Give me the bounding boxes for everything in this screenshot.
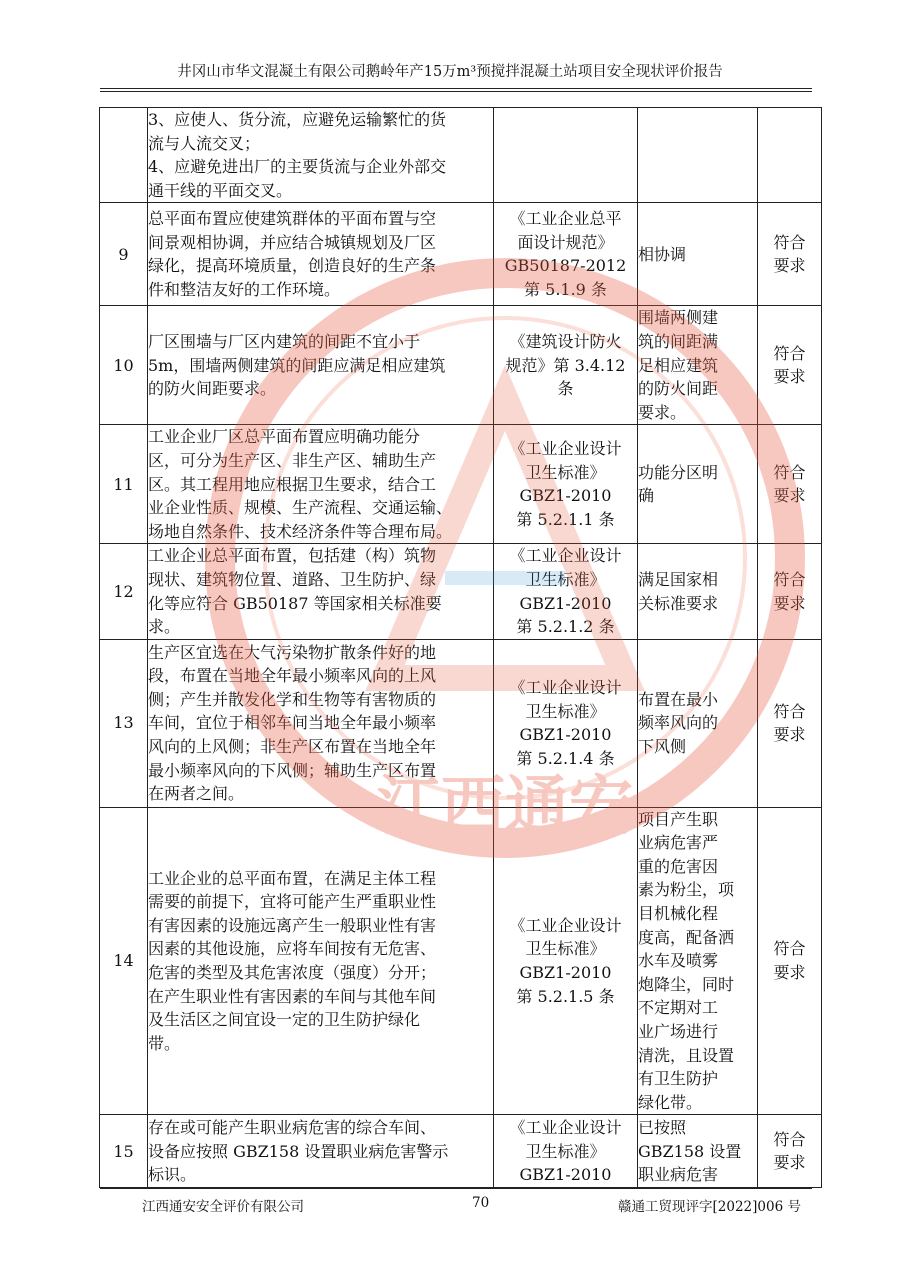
requirement-cell-line: 危害的类型及其危害浓度（强度）分开；: [148, 963, 437, 983]
requirement-cell-line: 3、应使人、货分流，应避免运输繁忙的货: [148, 110, 447, 129]
requirement-cell-line: 绿化，提高环境质量，创造良好的生产条: [148, 256, 437, 276]
requirement-cell-line: 区，可分为生产区、非生产区、辅助生产: [148, 450, 437, 470]
requirement-cell-line: 求。: [148, 617, 181, 637]
evaluation-table: [99, 107, 822, 1188]
table-row: [100, 544, 822, 639]
requirement-cell-line: 业企业性质、规模、生产流程、交通运输、: [148, 498, 453, 518]
requirement-cell-line: 有害因素的设施远离产生一般职业性有害: [148, 915, 437, 935]
table-row: [100, 203, 822, 306]
requirement-cell-line: 间景观相协调，并应结合城镇规划及厂区: [148, 232, 437, 252]
basis-cell-line: 《建筑设计防火: [509, 331, 622, 351]
requirement-cell: [148, 425, 494, 544]
status-cell-line: 清洗，且设置: [638, 1045, 735, 1065]
row-number: 11: [100, 425, 148, 544]
basis-cell: [494, 203, 638, 306]
basis-cell-line: 第 5.1.9 条: [524, 279, 607, 299]
result-cell-line: 要求: [773, 1153, 806, 1173]
status-cell: [638, 639, 758, 807]
requirement-cell-line: 件和整洁友好的工作环境。: [148, 279, 341, 299]
result-cell: [758, 544, 822, 639]
result-cell-line: 符合: [773, 1129, 806, 1149]
result-cell-line: 要求: [773, 256, 806, 276]
basis-cell-line: 第 5.2.1.4 条: [516, 748, 615, 768]
status-cell: [638, 544, 758, 639]
basis-cell: [494, 807, 638, 1115]
requirement-cell-line: 在两者之间。: [148, 784, 245, 804]
row-number: 14: [100, 807, 148, 1115]
basis-cell-line: 卫生标准》: [525, 701, 606, 721]
status-cell-line: 重的危害因: [638, 856, 719, 876]
row-number: 10: [100, 306, 148, 425]
requirement-cell-line: 化等应符合 GB50187 等国家相关标准要: [148, 593, 442, 613]
status-cell-line: 度高，配备洒: [638, 927, 735, 947]
status-cell-line: 足相应建筑: [638, 355, 719, 375]
requirement-cell-line: 及生活区之间宜设一定的卫生防护绿化: [148, 1010, 421, 1030]
requirement-cell: [148, 639, 494, 807]
basis-cell-line: GBZ1-2010: [519, 1165, 612, 1185]
requirement-cell-line: 标识。: [148, 1165, 197, 1185]
row-number: 9: [100, 203, 148, 306]
result-cell-line: 要求: [773, 963, 806, 983]
status-cell-line: 筑的间距满: [638, 331, 719, 351]
status-cell-line: 素为粉尘，项: [638, 880, 735, 900]
status-cell-line: GBZ158 设置: [638, 1141, 742, 1161]
status-cell-line: 水车及喷雾: [638, 951, 719, 971]
requirement-cell-line: 最小频率风向的下风侧；辅助生产区布置: [148, 760, 437, 780]
requirement-cell-line: 车间，宜位于相邻车间当地全年最小频率: [148, 713, 437, 733]
table-row: [100, 1115, 822, 1188]
basis-cell-line: 卫生标准》: [525, 462, 606, 482]
basis-cell: [494, 639, 638, 807]
page-header: [100, 62, 800, 86]
requirement-cell-line: 厂区围墙与厂区内建筑的间距不宜小于: [148, 331, 421, 351]
requirement-cell-line: 现状、建筑物位置、道路、卫生防护、绿: [148, 569, 437, 589]
requirement-cell-line: 工业企业的总平面布置，在满足主体工程: [148, 868, 437, 888]
header-rule: [100, 88, 812, 89]
basis-cell-line: 卫生标准》: [525, 1141, 606, 1161]
table-row: [100, 425, 822, 544]
status-cell-line: 业广场进行: [638, 1022, 719, 1042]
requirement-cell: [148, 807, 494, 1115]
basis-cell-line: 《工业企业设计: [509, 1118, 622, 1138]
basis-cell: [494, 306, 638, 425]
report-number: 赣通工贸现评字[2022]006 号: [618, 1199, 801, 1215]
status-cell: [638, 306, 758, 425]
requirement-cell-line: 工业企业总平面布置，包括建（构）筑物: [148, 546, 437, 566]
basis-cell-line: 面设计规范》: [517, 232, 614, 252]
basis-cell-line: 卫生标准》: [525, 939, 606, 959]
result-cell: [758, 203, 822, 306]
status-cell-line: 下风侧: [638, 736, 687, 756]
watermark-text: 江西通安: [377, 770, 633, 844]
result-cell-line: 符合: [773, 939, 806, 959]
requirement-cell-line: 5m，围墙两侧建筑的间距应满足相应建筑: [148, 355, 446, 375]
status-cell-line: 的防火间距: [638, 379, 719, 399]
requirement-cell: [148, 108, 494, 203]
footer-rule: [100, 1188, 812, 1189]
basis-cell-line: 第 5.2.1.2 条: [516, 617, 615, 637]
status-cell-line: 职业病危害: [638, 1165, 719, 1185]
report-title: 井冈山市华文混凝土有限公司鹅岭年产15万m³预搅拌混凝土站项目安全现状评价报告: [177, 64, 723, 80]
status-cell: [638, 425, 758, 544]
result-cell-line: 符合: [773, 462, 806, 482]
requirement-cell: [148, 203, 494, 306]
requirement-cell-line: 风向的上风侧；非生产区布置在当地全年: [148, 736, 437, 756]
requirement-cell-line: 总平面布置应使建筑群体的平面布置与空: [148, 209, 437, 229]
status-cell-line: 不定期对工: [638, 998, 719, 1018]
requirement-cell-line: 段，布置在当地全年最小频率风向的上风: [148, 666, 437, 686]
basis-cell: [494, 108, 638, 203]
status-cell-line: 要求。: [638, 402, 687, 422]
status-cell-line: 绿化带。: [638, 1092, 703, 1112]
status-cell-line: 目机械化程: [638, 904, 719, 924]
basis-cell-line: 规范》第 3.4.12: [505, 355, 626, 375]
requirement-cell-line: 区。其工程用地应根据卫生要求，结合工: [148, 474, 437, 494]
result-cell: [758, 1115, 822, 1188]
basis-cell-line: 《工业企业设计: [509, 678, 622, 697]
status-cell-line: 有卫生防护: [638, 1069, 719, 1089]
requirement-cell-line: 需要的前提下，宜将可能产生严重职业性: [148, 892, 437, 912]
table-row: [100, 108, 822, 203]
status-cell-line: 项目产生职: [638, 809, 719, 829]
row-number: [100, 108, 148, 203]
requirement-cell-line: 场地自然条件、技术经济条件等合理布局。: [148, 521, 453, 541]
result-cell-line: 要求: [773, 486, 806, 506]
evaluation-table-body: [100, 108, 822, 1188]
result-cell-line: 要求: [773, 593, 806, 613]
status-cell-line: 功能分区明: [638, 462, 719, 482]
status-cell: [638, 807, 758, 1115]
status-cell: [638, 1115, 758, 1188]
row-number: 13: [100, 639, 148, 807]
basis-cell-line: 《工业企业总平: [509, 209, 622, 229]
status-cell: [638, 108, 758, 203]
basis-cell-line: GBZ1-2010: [519, 725, 612, 745]
result-cell: [758, 807, 822, 1115]
basis-cell-line: 《工业企业设计: [509, 546, 622, 566]
requirement-cell-line: 工业企业厂区总平面布置应明确功能分: [148, 427, 421, 447]
basis-cell-line: 《工业企业设计: [509, 915, 622, 935]
result-cell: [758, 306, 822, 425]
requirement-cell-line: 存在或可能产生职业病危害的综合车间、: [148, 1118, 437, 1138]
result-cell-line: 要求: [773, 367, 806, 387]
requirement-cell-line: 侧；产生并散发化学和生物等有害物质的: [148, 689, 437, 709]
status-cell-line: 满足国家相: [638, 569, 719, 589]
status-cell-line: 炮降尘，同时: [638, 974, 735, 994]
row-number: 15: [100, 1115, 148, 1188]
status-cell-line: 确: [638, 486, 655, 506]
status-cell-line: 频率风向的: [638, 713, 719, 733]
basis-cell-line: 第 5.2.1.5 条: [516, 986, 615, 1006]
status-cell-line: 业病危害严: [638, 833, 719, 853]
basis-cell: [494, 544, 638, 639]
requirement-cell-line: 的防火间距要求。: [148, 379, 277, 399]
basis-cell: [494, 425, 638, 544]
result-cell: [758, 425, 822, 544]
requirement-cell: [148, 306, 494, 425]
table-row: [100, 807, 822, 1115]
basis-cell: [494, 1115, 638, 1188]
footer-company: 江西通安安全评价有限公司: [142, 1199, 304, 1215]
basis-cell-line: GBZ1-2010: [519, 593, 612, 613]
requirement-cell-line: 生产区宜选在大气污染物扩散条件好的地: [148, 642, 437, 662]
basis-cell-line: 条: [557, 379, 574, 399]
table-row: [100, 306, 822, 425]
basis-cell-line: 卫生标准》: [525, 569, 606, 589]
status-cell-line: 已按照: [638, 1118, 687, 1138]
basis-cell-line: GBZ1-2010: [519, 486, 612, 506]
status-cell-line: 关标准要求: [638, 593, 719, 613]
status-cell: [638, 203, 758, 306]
requirement-cell-line: 通干线的平面交叉。: [148, 180, 293, 200]
header-rule-thin: [100, 91, 812, 92]
result-cell: [758, 639, 822, 807]
requirement-cell-line: 因素的其他设施，应将车间按有无危害、: [148, 939, 437, 959]
basis-cell-line: GB50187-2012: [504, 256, 627, 276]
result-cell-line: 符合: [773, 232, 806, 252]
requirement-cell-line: 在产生职业性有害因素的车间与其他车间: [148, 986, 437, 1006]
requirement-cell-line: 流与人流交叉；: [148, 133, 261, 153]
result-cell-line: 符合: [773, 701, 806, 721]
requirement-cell-line: 4、应避免进出厂的主要货流与企业外部交: [148, 157, 447, 177]
page-number: 70: [472, 1195, 490, 1211]
status-cell-line: 相协调: [638, 244, 687, 264]
result-cell: [758, 108, 822, 203]
status-cell-line: 布置在最小: [638, 689, 719, 709]
table-row: [100, 639, 822, 807]
result-cell-line: 符合: [773, 343, 806, 363]
result-cell-line: 符合: [773, 569, 806, 589]
requirement-cell: [148, 1115, 494, 1188]
status-cell-line: 围墙两侧建: [638, 308, 719, 328]
requirement-cell: [148, 544, 494, 639]
requirement-cell-line: 带。: [148, 1033, 181, 1053]
basis-cell-line: GBZ1-2010: [519, 963, 612, 983]
requirement-cell-line: 设备应按照 GBZ158 设置职业病危害警示: [148, 1141, 449, 1161]
row-number: 12: [100, 544, 148, 639]
basis-cell-line: 第 5.2.1.1 条: [516, 509, 615, 529]
basis-cell-line: 《工业企业设计: [509, 439, 622, 459]
result-cell-line: 要求: [773, 725, 806, 745]
